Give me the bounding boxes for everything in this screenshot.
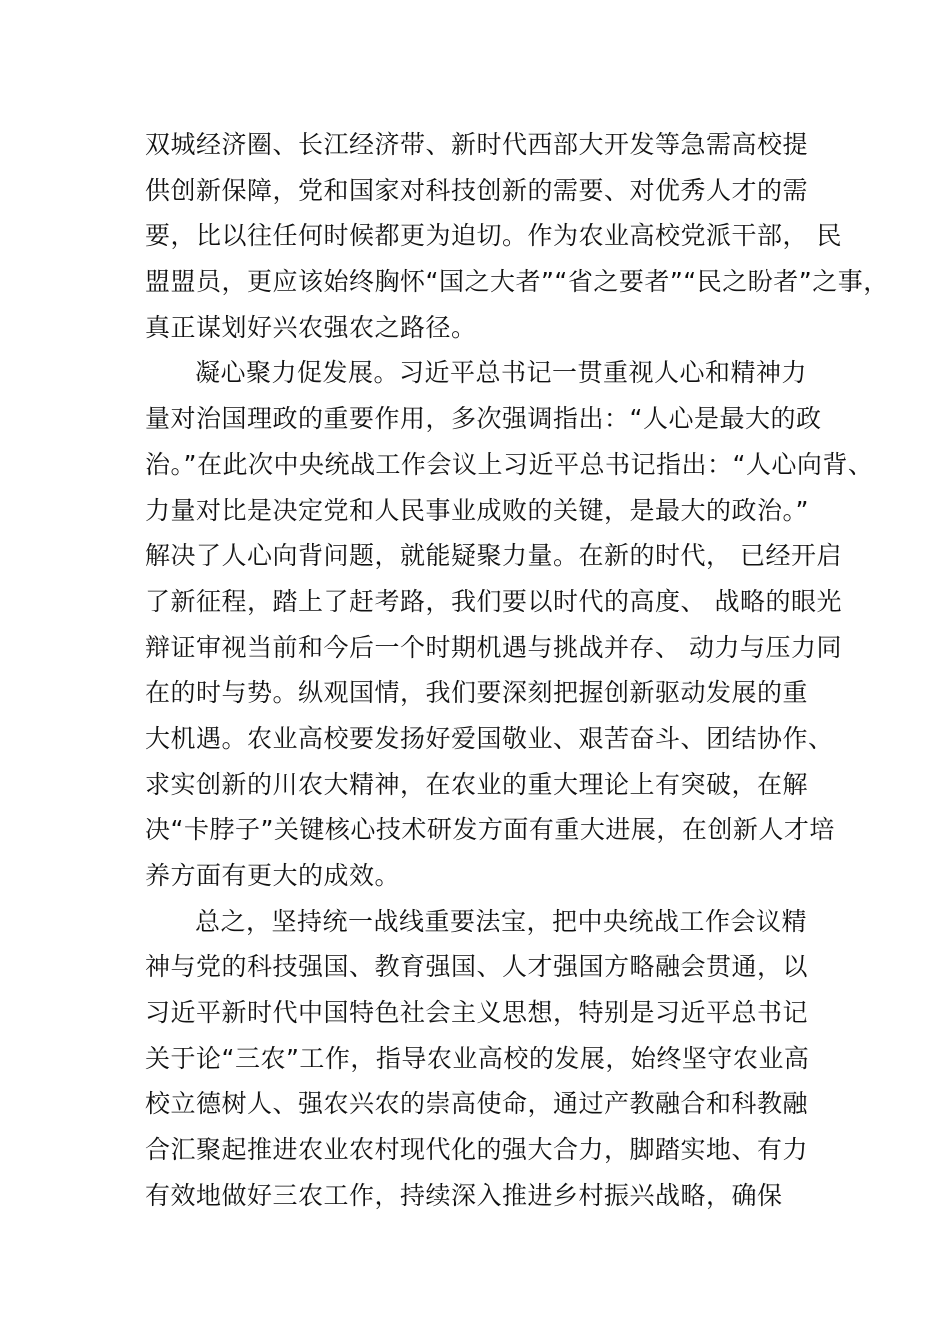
text-line: 关于论“三农”工作，指导农业高校的发展，始终坚守农业高 [145, 1043, 810, 1073]
text-line: 盟盟员，更应该始终胸怀“国之大者”“省之要者”“民之盼者”之事， [145, 267, 889, 297]
text-line: 决“卡脖子”关键核心技术研发方面有重大进展，在创新人才培 [145, 815, 835, 845]
text-line: 养方面有更大的成效。 [145, 861, 401, 890]
text-line: 求实创新的川农大精神，在农业的重大理论上有突破，在解 [145, 769, 809, 799]
text-line: 大机遇。农业高校要发扬好爱国敬业、艰苦奋斗、团结协作、 [145, 723, 834, 753]
text-line: 在的时与势。纵观国情，我们要深刻把握创新驱动发展的重 [145, 678, 809, 708]
text-line: 真正谋划好兴农强农之路径。 [145, 312, 477, 342]
text-line: 量对治国理政的重要作用，多次强调指出：“人心是最大的政 [145, 404, 822, 434]
text-line: 双城经济圈、长江经济带、新时代西部大开发等急需高校提 [145, 130, 809, 159]
paragraph-start-line: 凝心聚力促发展。习近平总书记一贯重视人心和精神力 [195, 358, 808, 388]
text-line: 辩证审视当前和今后一个时期机遇与挑战并存、 动力与压力同 [145, 632, 842, 662]
text-line: 力量对比是决定党和人民事业成败的关键，是最大的政治。” [145, 495, 809, 525]
text-line: 解决了人心向背问题，就能疑聚力量。在新的时代， 已经开启 [145, 541, 842, 571]
text-line: 习近平新时代中国特色社会主义思想，特别是习近平总书记 [145, 998, 809, 1028]
document-body [145, 122, 889, 1219]
text-line: 供创新保障，党和国家对科技创新的需要、对优秀人才的需 [145, 175, 809, 205]
text-line: 有效地做好三农工作，持续深入推进乡村振兴战略，确保 [145, 1180, 783, 1210]
text-line: 合汇聚起推进农业农村现代化的强大合力，脚踏实地、有力 [145, 1135, 809, 1165]
text-line: 校立德树人、强农兴农的崇高使命，通过产教融合和科教融 [145, 1089, 809, 1119]
text-line: 治。”在此次中央统战工作会议上习近平总书记指出：“人心向背、 [145, 449, 874, 479]
paragraph-start-line: 总之，坚持统一战线重要法宝，把中央统战工作会议精 [195, 906, 808, 936]
text-line: 要，比以往任何时候都更为迫切。作为农业高校党派干部， 民 [145, 221, 842, 251]
text-line: 神与党的科技强国、教育强国、人才强国方略融会贯通，以 [145, 952, 809, 982]
text-line: 了新征程，踏上了赶考路，我们要以时代的高度、 战略的眼光 [145, 586, 842, 616]
